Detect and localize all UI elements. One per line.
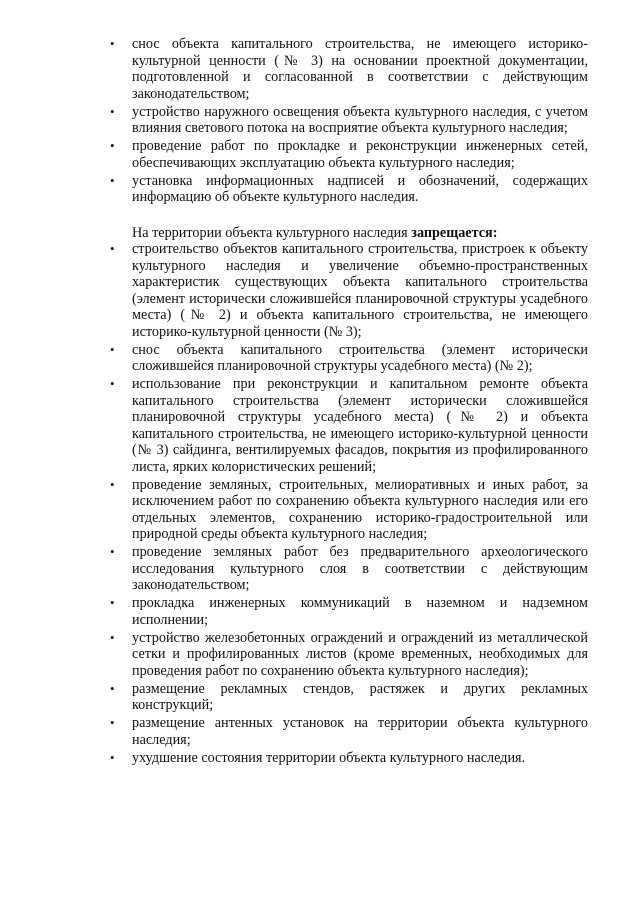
list-item (110, 681, 588, 714)
bullet-icon: • (110, 341, 115, 357)
bullet-icon: • (110, 36, 115, 51)
bullet-icon: • (110, 629, 115, 645)
bullet-icon: • (110, 138, 115, 153)
permitted-works-list (110, 36, 588, 206)
list-item-text: проведение земляных, строительных, мелиоративных и иных работ, за исключением работ по сохранению объекта культурного наследия или его отдельных элементов, сохранению историко-градостроительной или природной среды объекта культурного наследия; (132, 476, 588, 542)
list-item (110, 630, 588, 680)
bullet-icon: • (110, 103, 115, 119)
bullet-icon: • (110, 715, 115, 730)
list-item-text: строительство объектов капитального строительства, пристроек к объекту культурного наследия и увеличение объемно-пространственных характеристик существующих объекта капитального строительства (элемент исторически сложившейся планировочной структуры усадебного места) (№ 2) и объекта капитального строительства, не имеющего историко-культурной ценности (№ 3); (132, 241, 588, 340)
bullet-icon: • (110, 476, 115, 492)
bullet-icon: • (110, 172, 115, 188)
list-item-text: проведение работ по прокладке и реконструкции инженерных сетей, обеспечивающих эксплуатацию объекта культурного наследия; (132, 138, 588, 171)
list-item (110, 342, 588, 375)
list-item-text: размещение рекламных стендов, растяжек и других рекламных конструкций; (132, 680, 588, 713)
bullet-icon: • (110, 680, 115, 696)
prohibited-section-intro (132, 225, 588, 242)
list-item (110, 477, 588, 543)
bullet-icon: • (110, 595, 115, 610)
list-item-text: размещение антенных установок на территории объекта культурного наследия; (132, 715, 588, 748)
bullet-icon: • (110, 749, 115, 765)
list-item (110, 241, 588, 340)
document-content (110, 36, 588, 768)
list-item (110, 138, 588, 171)
list-item (110, 173, 588, 206)
prohibited-works-list (110, 241, 588, 766)
list-item-text: прокладка инженерных коммуникаций в наземном и надземном исполнении; (132, 595, 588, 628)
list-item (110, 715, 588, 748)
bullet-icon: • (110, 241, 115, 256)
list-item (110, 36, 588, 102)
list-item (110, 750, 588, 767)
list-item-text: ухудшение состояния территории объекта культурного наследия. (132, 749, 526, 766)
list-item-text: использование при реконструкции и капитальном ремонте объекта капитального строительства (элемент исторически сложившейся планировочной структуры усадебного места) (№ 2) и объекта капитального строительства, не имеющего историко-культурной ценности (№ 3) сайдинга, вентилируемых фасадов, покрытия из профилированного листа, ярких колористических решений; (132, 376, 588, 475)
list-item-text: снос объекта капитального строительства, не имеющего историко-культурной ценности (№ 3) на основании проектной документации, подготовленной и согласованной в соответствии с действующим законодательством; (132, 36, 588, 102)
list-item-text: проведение земляных работ без предварительного археологического исследования культурного слоя в соответствии с действующим законодательством; (132, 544, 588, 593)
list-item (110, 544, 588, 594)
list-item-text: устройство наружного освещения объекта культурного наследия, с учетом влияния светового потока на восприятие объекта культурного наследия; (132, 103, 588, 136)
list-item (110, 104, 588, 137)
intro-bold-keyword: запрещается: (411, 224, 498, 241)
list-item-text: снос объекта капитального строительства (элемент исторически сложившейся планировочной структуры усадебного места) (№ 2); (132, 341, 588, 374)
bullet-icon: • (110, 544, 115, 559)
list-item (110, 376, 588, 475)
intro-text: На территории объекта культурного наследия (132, 224, 412, 241)
list-item-text: установка информационных надписей и обозначений, содержащих информацию об объекте культурного наследия. (132, 172, 588, 205)
list-item-text: устройство железобетонных ограждений и ограждений из металлической сетки и профилированных листов (кроме временных, необходимых для проведения работ по сохранению объекта культурного наследия); (132, 629, 588, 679)
bullet-icon: • (110, 376, 115, 391)
list-item (110, 595, 588, 628)
